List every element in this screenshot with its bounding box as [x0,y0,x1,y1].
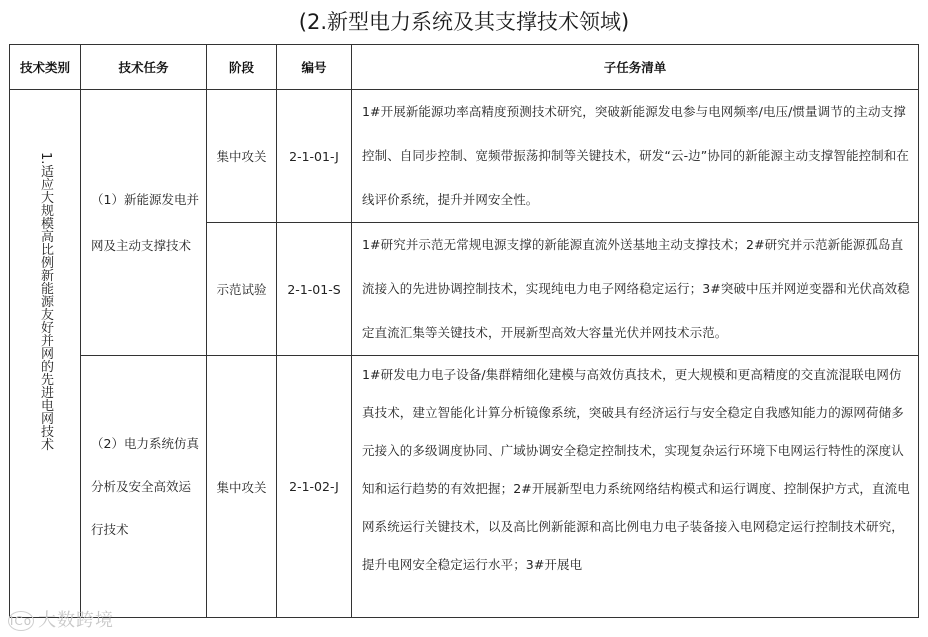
task-cell [81,90,207,356]
table-row [10,90,919,223]
task-label: （1）新能源发电并网及主动支撑技术 [91,191,199,253]
header-subtasks: 子任务清单 [352,45,919,90]
stage-cell: 集中攻关 [207,90,277,223]
code-cell: 2-1-01-J [277,90,352,223]
watermark [8,606,114,632]
watermark-logo-icon: ICo [8,611,34,631]
page-title: (2.新型电力系统及其支撑技术领域) [298,10,630,34]
header-row [10,45,919,90]
watermark-text: 大数跨境 [38,610,114,631]
subtask-cell: 1#开展新能源功率高精度预测技术研究，突破新能源发电参与电网频率/电压/惯量调节的主动支撑控制、自同步控制、宽频带振荡抑制等关键技术，研发“云-边”协同的新能源主动支撑智能控制和在线评价系统，提升并网安全性。 [352,90,919,223]
task-cell [81,356,207,618]
code-cell: 2-1-01-S [277,223,352,356]
task-label: （2）电力系统仿真分析及安全高效运行技术 [91,436,199,537]
header-code: 编号 [277,45,352,90]
stage-cell: 集中攻关 [207,356,277,618]
subtask-cell: 1#研发电力电子设备/集群精细化建模与高效仿真技术，更大规模和更高精度的交直流混联电网仿真技术，建立智能化计算分析镜像系统，突破具有经济运行与安全稳定自我感知能力的源网荷储多元接入的多级调度协同、广域协调安全稳定控制技术，实现复杂运行环境下电网运行特性的深度认知和运行趋势的有效把握；2#开展新型电力系统网络结构模式和运行调度、控制保护方式，直流电网系统运行关键技术，以及高比例新能源和高比例电力电子装备接入电网稳定运行控制技术研究，提升电网安全稳定运行水平；3#开展电 [352,356,919,618]
header-stage: 阶段 [207,45,277,90]
tech-table [9,44,919,618]
table-row [10,356,919,618]
category-cell [10,90,81,618]
stage-cell: 示范试验 [207,223,277,356]
subtask-cell: 1#研究并示范无常规电源支撑的新能源直流外送基地主动支撑技术；2#研究并示范新能源孤岛直流接入的先进协调控制技术，实现纯电力电子网络稳定运行；3#突破中压并网逆变器和光伏高效稳定直流汇集等关键技术，开展新型高效大容量光伏并网技术示范。 [352,223,919,356]
header-task: 技术任务 [81,45,207,90]
header-category: 技术类别 [10,45,81,90]
category-label: 1.适应大规模高比例新能源友好并网的先进电网技术 [38,152,53,451]
code-cell: 2-1-02-J [277,356,352,618]
